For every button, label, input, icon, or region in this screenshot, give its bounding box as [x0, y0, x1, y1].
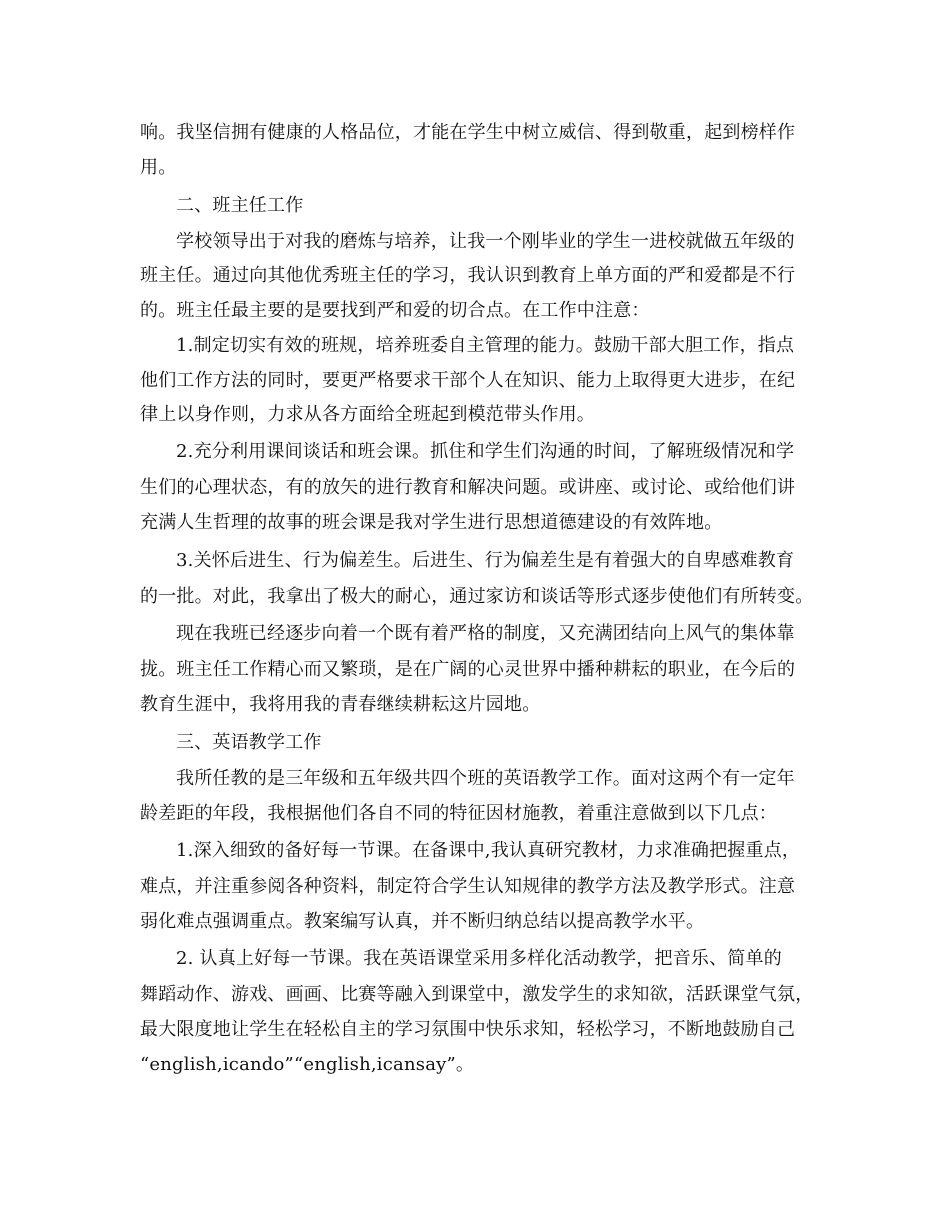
list-item-line: 2. 认真上好每一节课。我在英语课堂采用多样化活动教学，把音乐、简单的: [176, 948, 782, 969]
section-heading: 三、英语教学工作: [176, 732, 322, 753]
text-line: 学校领导出于对我的磨炼与培养，让我一个刚毕业的学生一进校就做五年级的: [176, 231, 795, 252]
text-line: 难点，并注重参阅各种资料，制定符合学生认知规律的教学方法及教学形式。注意: [140, 876, 796, 897]
list-item-line: 2.充分利用课间谈话和班会课。抓住和学生们沟通的时间，了解班级情况和学: [176, 441, 795, 462]
text-line: 律上以身作则，力求从各方面给全班起到模范带头作用。: [140, 404, 595, 425]
text-line: 我所任教的是三年级和五年级共四个班的英语教学工作。面对这两个有一定年: [176, 768, 795, 789]
text-line: 最大限度地让学生在轻松自主的学习氛围中快乐求知，轻松学习，不断地鼓励自己: [140, 1019, 796, 1040]
text-line: 教育生涯中，我将用我的青春继续耕耘这片园地。: [140, 694, 541, 715]
text-line: 用。: [140, 157, 177, 178]
list-item-line: 1.制定切实有效的班规，培养班委自主管理的能力。鼓励干部大胆工作，指点: [176, 335, 795, 356]
list-item-line: 3.关怀后进生、行为偏差生。后进生、行为偏差生是有着强大的自卑感难教育: [176, 550, 795, 571]
text-line: 充满人生哲理的故事的班会课是我对学生进行思想道德建设的有效阵地。: [140, 512, 723, 533]
text-line: 现在我班已经逐步向着一个既有着严格的制度，又充满团结向上风气的集体靠: [176, 623, 795, 644]
text-line: 拢。班主任工作精心而又繁琐，是在广阔的心灵世界中播种耕耘的职业，在今后的: [140, 659, 796, 680]
text-line: 舞蹈动作、游戏、画画、比赛等融入到课堂中，激发学生的求知欲，活跃课堂气氛，: [140, 984, 814, 1005]
section-heading: 二、班主任工作: [176, 195, 304, 216]
text-line: 响。我坚信拥有健康的人格品位，才能在学生中树立威信、得到敬重，起到榜样作: [140, 122, 796, 143]
text-line: 生们的心理状态，有的放矢的进行教育和解决问题。或讲座、或讨论、或给他们讲: [140, 477, 796, 498]
list-item-line: 1.深入细致的备好每一节课。在备课中,我认真研究教材，力求准确把握重点，: [176, 840, 801, 861]
text-line: 的。班主任最主要的是要找到严和爱的切合点。在工作中注意：: [140, 300, 650, 321]
text-line: 弱化难点强调重点。教案编写认真，并不断归纳总结以提高教学水平。: [140, 911, 705, 932]
text-line: “english,icando”“english,icansay”。: [140, 1054, 475, 1075]
text-line: 班主任。通过向其他优秀班主任的学习，我认识到教育上单方面的严和爱都是不行: [140, 265, 796, 286]
text-line: 的一批。对此，我拿出了极大的耐心，通过家访和谈话等形式逐步使他们有所转变。: [140, 586, 814, 607]
text-line: 龄差距的年段，我根据他们各自不同的特征因材施教，着重注意做到以下几点：: [140, 803, 777, 824]
text-line: 他们工作方法的同时，要更严格要求干部个人在知识、能力上取得更大进步，在纪: [140, 370, 796, 391]
